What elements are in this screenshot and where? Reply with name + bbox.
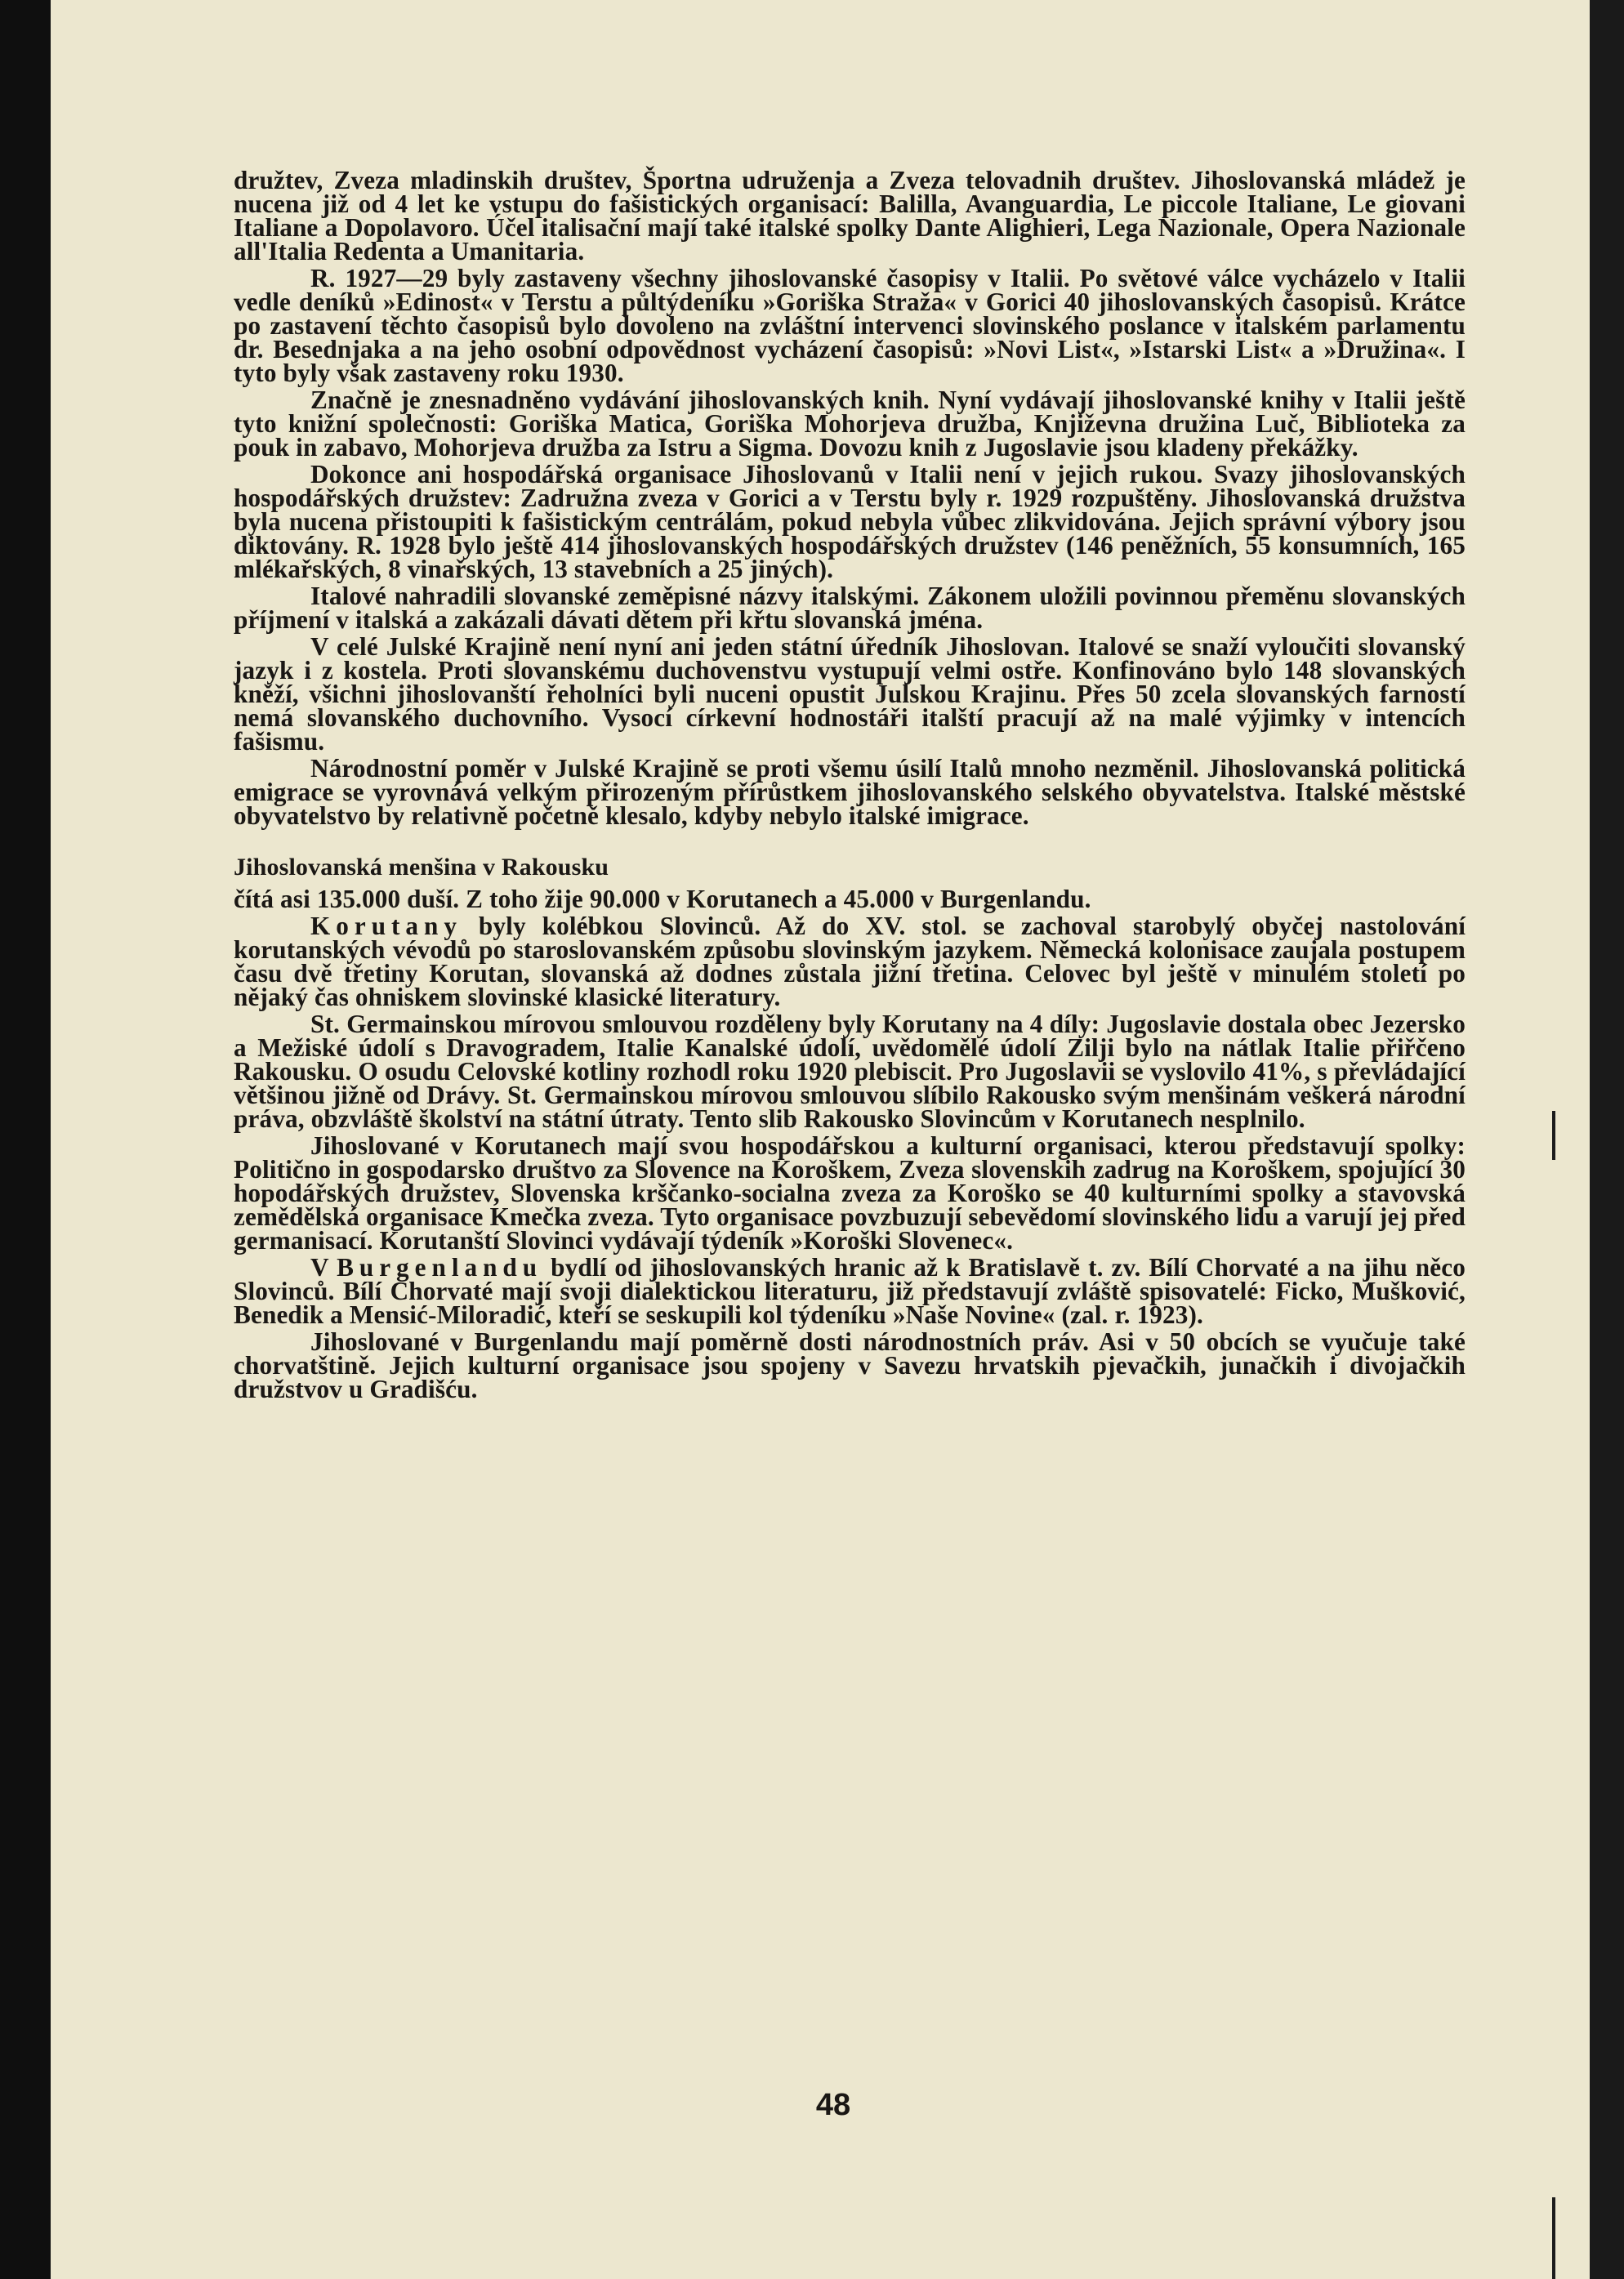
- edge-mark: [1552, 1111, 1555, 1160]
- spaced-term: Korutany: [310, 912, 462, 940]
- text-body: [234, 168, 1466, 1401]
- paragraph: Jihoslované v Burgenlandu mají poměrně dosti národnostních práv. Asi v 50 obcích se vyučuje také chorvatštině. Jejich kulturní organisace jsou spojeny v Savezu hrvatskih pjevačkih, junačkih i divojačkih družstvov u Gradišću.: [234, 1327, 1466, 1403]
- paragraph: [234, 1255, 1466, 1327]
- paragraph: družtev, Zveza mladinskih društev, Športna udruženja a Zveza telovadnih društev. Jihoslovanská mládež je nucena již od 4 let ke vstupu do fašistických organisací: Balilla, Avanguardia, Le piccole Italiane, Le giovani Italiane a Dopolavoro. Účel italisační mají také italské spolky Dante Alighieri, Lega Nazionale, Opera Nazionale all'Italia Redenta a Umanitaria.: [234, 166, 1466, 265]
- spaced-term: Burgenlandu: [337, 1253, 543, 1282]
- section-heading: Jihoslovanská menšina v Rakousku: [234, 854, 609, 881]
- page-number: 48: [815, 2088, 851, 2122]
- paragraph: [234, 914, 1466, 1009]
- paragraph: Značně je znesnadněno vydávání jihoslovanských knih. Nyní vydávají jihoslovanské knihy v Italii ještě tyto knižní společnosti: Goriška Matica, Goriška Mohorjeva družba, Književna družina Luč, Biblioteka za pouk in zabavo, Mohorjeva družba za Istru a Sigma. Dovozu knih z Jugoslavie jsou kladeny překážky.: [234, 386, 1466, 462]
- paragraph: Národnostní poměr v Julské Krajině se proti všemu úsilí Italů mnoho nezměnil. Jihoslovanská politická emigrace se vyrovnává velkým přirozeným přírůstkem jihoslovanského selského obyvatelstva. Italské městské obyvatelstvo by relativně početně klesalo, kdyby nebylo italské imigrace.: [234, 754, 1466, 830]
- paragraph-text: byly kolébkou Slovinců. Až do XV. stol. se zachoval starobylý obyčej nastolování korutanských vévodů po staroslovanském způsobu slovinským jazykem. Německá kolonisace zaujala postupem času dvě třetiny Korutan, slovanská až dodnes zůstala jižní třetina. Celovec byl ještě v minulém století po nějaký čas ohniskem slovinské klasické literatury.: [234, 912, 1466, 1011]
- paragraph: čítá asi 135.000 duší. Z toho žije 90.000 v Korutanech a 45.000 v Burgenlandu.: [234, 885, 1091, 913]
- paragraph: R. 1927—29 byly zastaveny všechny jihoslovanské časopisy v Italii. Po světové válce vycházelo v Italii vedle deníků »Edinost« v Terstu a půltýdeníku »Goriška Straža« v Gorici 40 jihoslovanských časopisů. Krátce po zastavení těchto časopisů bylo dovoleno na zvláštní intervenci slovinského poslance v italském parlamentu dr. Besednjaka a na jeho osobní odpovědnost vycházení časopisů: »Novi List«, »Istarski List« a »Družina«. I tyto byly však zastaveny roku 1930.: [234, 264, 1466, 387]
- paragraph: Dokonce ani hospodářská organisace Jihoslovanů v Italii není v jejich rukou. Svazy jihoslovanských hospodářských družstev: Zadružna zveza v Gorici a v Terstu byly r. 1929 rozpuštěny. Jihoslovanská družstva byla nucena přistoupiti k fašistickým centrálám, pokud nebyla vůbec zlikvidována. Jejich správní výbory jsou diktovány. R. 1928 bylo ještě 414 jihoslovanských hospodářských družstev (146 peněžních, 55 konsumních, 165 mlékařských, 8 vinařských, 13 stavebních a 25 jiných).: [234, 460, 1466, 583]
- paragraph-prefix: V: [310, 1253, 329, 1282]
- paragraph: V celé Julské Krajině není nyní ani jeden státní úředník Jihoslovan. Italové se snaží vyloučiti slovanský jazyk i z kostela. Proti slovanskému duchovenstvu vystupují velmi ostře. Konfinováno bylo 148 slovanských kněží, všichni jihoslovanští řeholníci byli nuceni opustit Julskou Krajinu. Přes 50 zcela slovanských farností nemá slovanského duchovního. Vysocí církevní hodnostáři italští pracují až na malé výjimky v intencích fašismu.: [234, 632, 1466, 756]
- paragraph: Jihoslované v Korutanech mají svou hospodářskou a kulturní organisaci, kterou představují spolky: Politično in gospodarsko društvo za Slovence na Koroškem, Zveza slovenskih zadrug na Koroškem, spojující 30 hopodářských družstev, Slovenska krščanko-socialna zveza za Koroško se 40 kulturními spolky a stavovská zemědělská organisace Kmečka zveza. Tyto organisace povzbuzují sebevědomí slovinského lidu a varují jej před germanisací. Korutanští Slovinci vydávají týdeník »Koroški Slovenec«.: [234, 1131, 1466, 1255]
- edge-mark: [1552, 2197, 1555, 2279]
- paragraph: St. Germainskou mírovou smlouvou rozděleny byly Korutany na 4 díly: Jugoslavie dostala obec Jezersko a Mežiské údolí s Dravogradem, Italie Kanalské údolí, uvědomělé údolí Zilji bylo na nátlak Italie přiřčeno Rakousku. O osudu Celovské kotliny rozhodl roku 1920 plebiscit. Pro Jugoslavii se vyslovilo 41%, s převládající většinou jižně od Drávy. St. Germainskou mírovou smlouvou slíbilo Rakousko svým menšinám veškerá národní práva, obzvláště školství na státní útraty. Tento slib Rakousko Slovincům v Korutanech nesplnilo.: [234, 1010, 1466, 1133]
- paragraph-text: bydlí od jihoslovanských hranic až k Bratislavě t. zv. Bílí Chorvaté a na jihu něco Slovinců. Bílí Chorvaté mají svoji dialektickou literaturu, již představují zvláště spisovatelé: Ficko, Mušković, Benedik a Mensić-Miloradić, kteří se seskupili kol týdeníku »Naše Novine« (zal. r. 1923).: [234, 1253, 1466, 1329]
- page-edge: [1590, 0, 1624, 2279]
- paragraph: Italové nahradili slovanské zeměpisné názvy italskými. Zákonem uložili povinnou přeměnu slovanských příjmení v italská a zakázali dávati dětem při křtu slovanská jména.: [234, 582, 1466, 634]
